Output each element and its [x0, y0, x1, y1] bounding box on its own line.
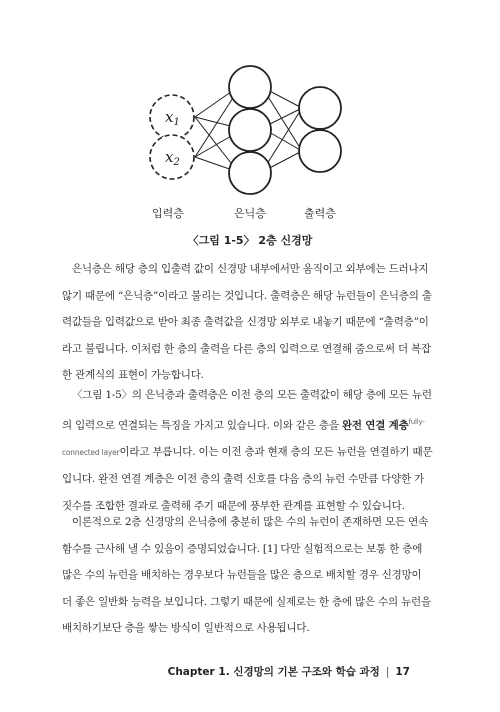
text-line [62, 439, 438, 467]
hidden-node-1 [229, 66, 271, 108]
text-line [62, 409, 438, 439]
text-line: 한 관계식의 표현이 가능합니다. [62, 369, 204, 381]
output-layer-label: 출력층 [304, 207, 336, 220]
footer-separator: | [385, 666, 390, 678]
key-term: 완전 연결 계층 [341, 419, 409, 431]
term-english-part1: fully- [408, 417, 425, 426]
neural-network-figure [0, 0, 500, 260]
text-line: 이론적으로 2층 신경망의 은닉층에 충분히 많은 수의 뉴런이 존재하면 모든 연속 [72, 516, 429, 528]
text-line: 짓수를 조합한 결과로 출력해 주기 때문에 풍부한 관계를 표현할 수 있습니다. [62, 499, 405, 512]
text-fragment: 의 입력으로 연결되는 특징을 가지고 있습니다. 이와 같은 층을 [62, 419, 342, 431]
text-line: 입니다. 완전 연결 계층은 이전 층의 출력 신호를 다음 층의 뉴런 수만큼 다양한 가 [62, 473, 425, 485]
text-line: 라고 불립니다. 이처럼 한 층의 출력을 다른 층의 입력으로 연결해 줌으로써 더 복잡 [62, 342, 431, 355]
page-number: 17 [395, 666, 410, 678]
input-node-1-label: $x_1$ [165, 108, 180, 128]
input-node-2-label: $x_2$ [165, 148, 180, 168]
hidden-layer-label: 은닉층 [234, 207, 266, 220]
term-english-part2: connected layer [62, 447, 120, 457]
paragraph-1 [62, 256, 438, 389]
figure-caption: 〈그림 1-5〉 2층 신경망 [187, 234, 313, 247]
text-line: 더 좋은 일반화 능력을 보입니다. 그렇기 때문에 실제로는 한 층에 많은 수의 뉴런을 [62, 595, 431, 608]
text-line: 않기 때문에 “은닉층”이라고 불리는 것입니다. 출력층은 해당 뉴런들이 은닉층의 출 [62, 289, 432, 302]
text-line: 배치하기보단 층을 쌓는 방식이 일반적으로 사용됩니다. [62, 622, 310, 634]
hidden-node-3 [229, 152, 271, 194]
text-line: 력값들을 입력값으로 받아 최종 출력값을 신경망 외부로 내놓기 때문에 “출력층”이 [62, 316, 429, 328]
text-line: 많은 수의 뉴런을 배치하는 경우보다 뉴런들을 많은 층으로 배치할 경우 신경망이 [62, 569, 422, 581]
paragraph-3 [62, 509, 438, 642]
text-fragment: 이라고 부릅니다. 이는 이전 층과 현재 층의 모든 뉴런을 연결하기 때문 [119, 445, 433, 458]
paragraph-2 [62, 382, 438, 519]
hidden-node-2 [229, 109, 271, 151]
chapter-title: Chapter 1. 신경망의 기본 구조와 학습 과정 [167, 666, 380, 678]
text-line: 은닉층은 해당 층의 입출력 값이 신경망 내부에서만 움직이고 외부에는 드러나지 [72, 263, 429, 275]
text-line: 함수를 근사해 낼 수 있음이 증명되었습니다. [1] 다만 실험적으로는 보통 한 층에 [62, 542, 423, 555]
page-footer [168, 664, 410, 679]
output-node-1 [299, 87, 341, 129]
input-layer-label: 입력층 [152, 207, 184, 220]
text-line: 〈그림 1-5〉의 은닉층과 출력층은 이전 층의 모든 출력값이 해당 층에 모든 뉴런 [72, 389, 432, 401]
network-diagram [0, 0, 500, 230]
output-node-2 [299, 130, 341, 172]
